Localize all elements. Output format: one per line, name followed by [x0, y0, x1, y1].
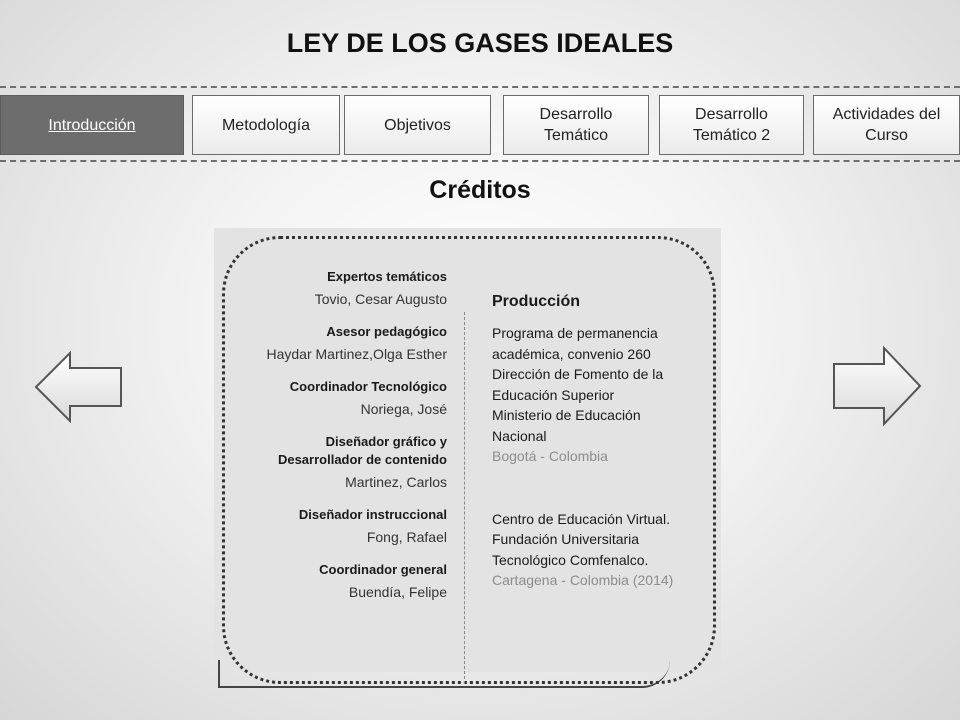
credit-item [240, 561, 447, 602]
arrow-right-icon[interactable] [832, 346, 922, 426]
production-location: Bogotá - Colombia [492, 448, 608, 464]
credit-item [240, 378, 447, 419]
production-line: Programa de permanencia académica, convenio 260 [492, 325, 658, 362]
credit-role: Diseñador gráfico y Desarrollador de contenido [277, 434, 447, 467]
credit-item [240, 433, 447, 492]
credit-role: Coordinador general [319, 562, 447, 577]
production-line: Ministerio de Educación Nacional [492, 407, 641, 444]
credit-name: Fong, Rafael [366, 529, 447, 545]
credit-name: Buendía, Felipe [348, 584, 447, 600]
tab-desarrollo-tematico-2[interactable]: Desarrollo Temático 2 [659, 95, 804, 155]
credit-name: Haydar Martinez,Olga Esther [266, 346, 447, 362]
credit-role: Coordinador Tecnológico [289, 379, 447, 394]
production-title: Producción [492, 293, 581, 310]
credit-role: Expertos temáticos [327, 269, 447, 284]
arrow-left-icon[interactable] [34, 351, 124, 423]
credit-role: Diseñador instruccional [298, 507, 447, 522]
credit-name: Noriega, José [360, 401, 447, 417]
credit-name: Tovio, Cesar Augusto [314, 291, 447, 307]
tab-objetivos[interactable]: Objetivos [344, 95, 491, 155]
tab-actividades-del-curso[interactable]: Actividades del Curso [813, 95, 960, 155]
production-line: Fundación Universitaria Tecnológico Comfenalco. [492, 531, 649, 568]
credit-role: Asesor pedagógico [326, 324, 447, 339]
tab-desarrollo-tematico[interactable]: Desarrollo Temático [503, 95, 649, 155]
credit-item [240, 323, 447, 364]
credit-item [240, 506, 447, 547]
credits-list [240, 268, 447, 616]
section-title: Créditos [429, 176, 531, 204]
credit-item [240, 268, 447, 309]
production-location: Cartagena - Colombia (2014) [492, 572, 674, 588]
production-line: Centro de Educación Virtual. [492, 510, 670, 527]
credit-name: Martinez, Carlos [345, 474, 447, 490]
production-section [492, 293, 688, 591]
tab-introduccion[interactable]: Introducción [0, 95, 184, 155]
page-title: LEY DE LOS GASES IDEALES [286, 28, 674, 58]
tab-metodologia[interactable]: Metodología [192, 95, 340, 155]
column-divider [464, 312, 465, 684]
production-line: Dirección de Fomento de la Educación Superior [492, 366, 664, 403]
